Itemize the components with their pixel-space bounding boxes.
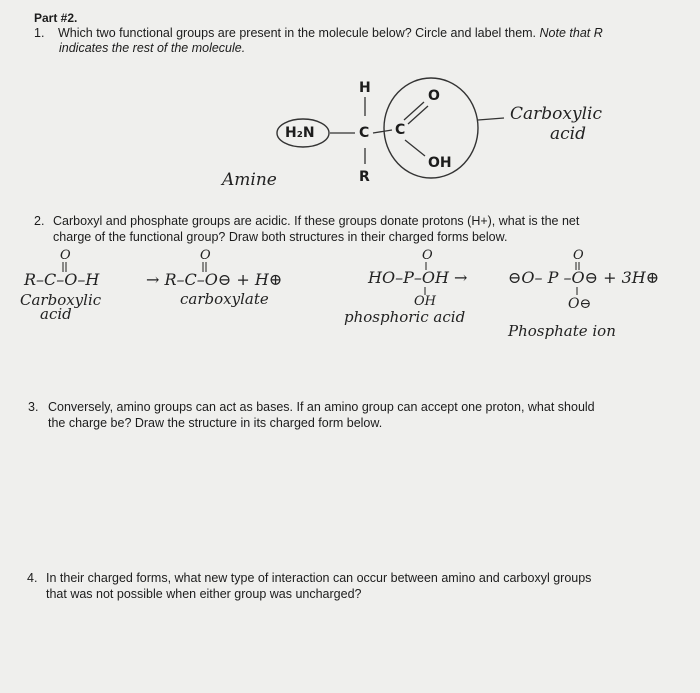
question-4-line1: In their charged forms, what new type of interaction can occur between amino and carboxyl groups bbox=[46, 571, 592, 585]
atom-h: H bbox=[359, 80, 371, 96]
question-4-line2: that was not possible when either group was uncharged? bbox=[46, 587, 362, 601]
question-1-note: Note that R bbox=[539, 26, 603, 40]
part-label: Part #2. bbox=[34, 11, 78, 25]
label-amine: Amine bbox=[222, 170, 277, 190]
bond-c-oh bbox=[405, 140, 425, 156]
phosphoric-label: phosphoric acid bbox=[344, 308, 466, 326]
phosphoric-oh: OH bbox=[414, 294, 436, 309]
question-2-line2: charge of the functional group? Draw both structures in their charged forms below. bbox=[53, 230, 508, 244]
double-bond-2 bbox=[408, 106, 428, 124]
phosphate-o: O⊖ bbox=[568, 296, 592, 312]
phosphate-oxygen: O bbox=[573, 248, 584, 263]
acid-oxygen: O bbox=[60, 248, 71, 263]
question-3-line1: Conversely, amino groups can act as bases. If an amino group can accept one proton, what should bbox=[48, 400, 595, 414]
atom-r: R bbox=[359, 169, 370, 185]
acid-label-1: Carboxylic bbox=[20, 291, 102, 309]
atom-o: O bbox=[428, 88, 440, 104]
label-carboxylic: Carboxylic bbox=[510, 104, 602, 124]
question-1-line1: Which two functional groups are present in the molecule below? Circle and label them. bbox=[58, 26, 540, 40]
atom-nh2: H₂N bbox=[285, 125, 315, 141]
bond-c-c bbox=[373, 130, 392, 133]
question-3-line2: the charge be? Draw the structure in its charged form below. bbox=[48, 416, 383, 430]
carboxylate-formula: → R–C–O⊖ + H⊕ bbox=[146, 270, 283, 289]
question-1-number: 1. bbox=[34, 26, 45, 40]
question-1-line2: indicates the rest of the molecule. bbox=[59, 41, 246, 55]
carboxylate-oxygen: O bbox=[200, 248, 211, 263]
question-2-line1: Carboxyl and phosphate groups are acidic. If these groups donate protons (H+), what is the net bbox=[53, 214, 580, 228]
acid-formula: R–C–O–H bbox=[24, 270, 100, 289]
atom-oh: OH bbox=[428, 155, 452, 171]
label-acid: acid bbox=[550, 124, 586, 144]
question-2-number: 2. bbox=[34, 214, 45, 228]
annotation-pointer bbox=[478, 118, 504, 120]
phosphate-label: Phosphate ion bbox=[508, 322, 616, 340]
phosphate-formula: ⊖O– P –O⊖ + 3H⊕ bbox=[508, 268, 660, 287]
carboxylate-label: carboxylate bbox=[180, 290, 269, 308]
atom-c-carbonyl: C bbox=[395, 122, 406, 138]
phosphoric-formula: HO–P–OH → bbox=[368, 268, 468, 287]
double-bond-1 bbox=[404, 102, 424, 120]
question-4-number: 4. bbox=[27, 571, 38, 585]
question-3-number: 3. bbox=[28, 400, 39, 414]
acid-label-2: acid bbox=[40, 305, 72, 323]
phosphoric-oxygen: O bbox=[422, 248, 433, 263]
atom-c-alpha: C bbox=[359, 125, 370, 141]
